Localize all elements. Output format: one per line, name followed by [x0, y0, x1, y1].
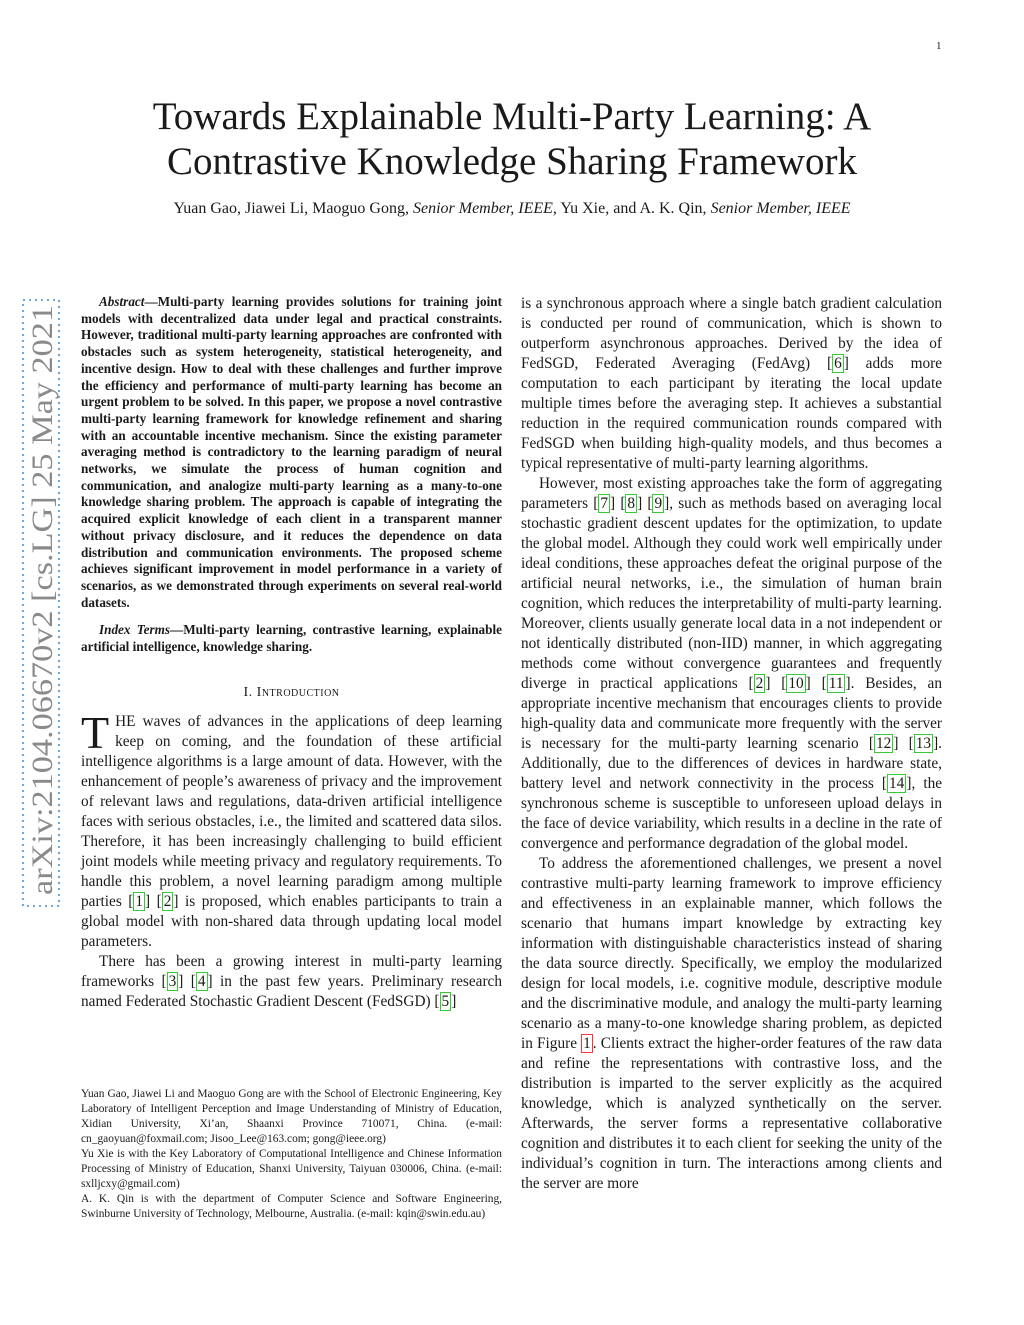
citation-link[interactable]: 7 [600, 495, 609, 512]
citation-link[interactable]: 12 [876, 735, 892, 752]
citation-link[interactable]: 1 [135, 892, 144, 910]
authors-role1: Senior Member, IEEE, [412, 200, 557, 217]
footnote-affiliation-3: A. K. Qin is with the department of Computer Science and Software Engineering, Swinburne University of Technology, Melbourne, Australia. (e-mail: kqin@swin.edu.au) [81, 1193, 502, 1220]
section-number: I. [243, 684, 257, 700]
authors-part1: Yuan Gao, Jiawei Li, Maoguo Gong, [173, 200, 413, 217]
figure-reference-link[interactable]: 1 [583, 1035, 591, 1052]
right-text-2b: , such as methods based on averaging local stochastic gradient descent updates for the optimization, to update the global model. Although they could work well empirically under ideal conditions, these approaches defeat the original purpose of the artificial neural networks, i.e., the simulation of human brain cognition, which reduces the interpretability of multi-party learning. Moreover, clients usually generate local data in a not independent or not identically distributed (non-IID) manner, in which aggregating methods come without convergence guarantees and frequently diverge in practical applications [521, 495, 943, 692]
intro-paragraph-2: There has been a growing interest in multi-party learning frameworks [ 3 ] [ 4 ] in the past few years. Preliminary research named Federated Stochastic Gradient Descent (FedSGD) [ 5 ] [81, 952, 502, 1010]
intro-text-1: waves of advances in the applications of deep learning keep on coming, and the foundation of these artificial intelligence algorithms is a large amount of data. However, with the enhancement of people’s awareness of privacy and the improvement of relevant laws and regulations, data-driven artificial intelligence faces with serious obstacles, i.e., the limited and scattered data silos. Therefore, it has been increasingly challenging to build efficient joint models while meeting privacy and regulatory requirements. To handle this problem, a novel learning paradigm among multiple parties [81, 712, 502, 910]
right-text-3b: . Clients extract the higher-order features of the raw data and refine the representations with contrastive loss, and the distribution is imparted to the server explicitly as the acquired knowledge, which is analyzed synthetically on the server. Afterwards, the server forms a representative collaborative cognition and distributes it to each client for seeking the unity of the individual’s cognition in turn. The interactions among clients and the server are more [521, 1035, 942, 1192]
right-paragraph-1: is a synchronous approach where a single batch gradient calculation is conducted per round of communication, which is shown to outperform asynchronous approaches. Derived by the idea of FedSGD, Federated Averaging (FedAvg) [ 6 ] adds more computation to each participant by iterating the local update multiple times before the averaging step. It achieves a substantial reduction in the required communication rounds compared with FedSGD when building high-quality models, and thus becomes a typical representative of multi-party learning algorithms. [521, 295, 942, 472]
right-text-2d: . Additionally, due to the differences of devices in hardware state, battery level and network connectivity in the process [521, 735, 942, 792]
index-terms-text: —Multi-party learning, contrastive learning, explainable artificial intelligence, knowledge sharing. [81, 622, 502, 655]
citation-link[interactable]: 10 [788, 675, 804, 692]
abstract-text: —Multi-party learning provides solutions for training joint models with decentralized data under legal and practical constraints. However, traditional multi-party learning approaches are confronted with obstacles such as system heterogeneity, statistical heterogeneity, and incentive design. How to deal with these challenges and further improve the efficiency and performance of multi-party learning has become an urgent problem to be solved. In this paper, we propose a novel contrastive multi-party learning framework for knowledge refinement and sharing with an accountable incentive mechanism. Since the existing parameter averaging method is contradictory to the learning paradigm of neural networks, we simulate the process of human cognition and communication, and analogize multi-party learning as a many-to-one knowledge sharing problem. The approach is capable of integrating the acquired explicit knowledge of each client in a transparent manner without privacy disclosure, and it reduces the dependence on data distribution and communication environments. The proposed scheme achieves significant improvement in model performance in a variety of scenarios, as we demonstrated through experiments on several real-world datasets. [81, 294, 502, 610]
citation-link[interactable]: 3 [168, 972, 177, 990]
authors-part2: Yu Xie, and A. K. Qin, [556, 200, 711, 217]
footnotes [81, 1087, 502, 1222]
footnote-affiliation-1: Yuan Gao, Jiawei Li and Maoguo Gong are with the School of Electronic Engineering, Key Laboratory of Intelligent Perception and Image Understanding of Ministry of Education, Xidian University, Xi’an, Shaanxi Province 710071, China. (e-mail: cn_gaoyuan@foxmail.com; Jisoo_Lee@163.com; gong@ieee.org) [81, 1088, 502, 1145]
right-paragraph-2: However, most existing approaches take the form of aggregating parameters [ 7 ] [ 8 ] [ 9 ], such as methods based on averaging local stochastic gradient descent updates for the optimization, to update the global model. Although they could work well empirically under ideal conditions, these approaches defeat the original purpose of the artificial neural networks, i.e., the simulation of human brain cognition, which reduces the interpretability of multi-party learning. Moreover, clients usually generate local data in a not independent or not identically distributed (non-IID) manner, in which aggregating methods come without convergence guarantees and frequently diverge in practical applications [ 2 ] [ 10 ] [ 11 ]. Besides, an appropriate incentive mechanism that encourages clients to provide high-quality data and communicate more frequently with the server is necessary for the multi-party learning scenario [ 12 ] [ 13 ]. Additionally, due to the differences of devices in hardware state, battery level and network connectivity in the process [ 14 ], the synchronous scheme is susceptible to unforeseen upload delays in the face of device variability, which results in a decline in the rate of convergence and performance degradation of the global model. [521, 475, 943, 852]
intro-text-1b: is proposed, which enables participants to train a global model with non-shared data through updating local model parameters. [81, 892, 502, 950]
arxiv-stamp-graphic [10, 298, 70, 908]
right-text-2c: . Besides, an appropriate incentive mechanism that encourages clients to provide high-quality data and communicate more frequently with the server is necessary for the multi-party learning scenario [521, 675, 942, 752]
arxiv-stamp[interactable] [10, 298, 70, 908]
left-column [81, 294, 502, 1012]
drop-cap: T [81, 706, 110, 758]
citation-link[interactable]: 8 [627, 495, 636, 512]
right-text-2e: , the synchronous scheme is susceptible to unforeseen upload delays in the face of device variability, which results in a decline in the rate of convergence and performance degradation of the global model. [521, 775, 943, 852]
right-text-1a: is a synchronous approach where a single batch gradient calculation is conducted per round of communication, which is shown to outperform asynchronous approaches. Derived by the idea of FedSGD, Federated Averaging (FedAvg) [521, 295, 942, 372]
intro-paragraph-1: THE waves of advances in the applications of deep learning keep on coming, and the foundation of these artificial intelligence algorithms is a large amount of data. However, with the enhancement of people’s awareness of privacy and the improvement of relevant laws and regulations, data-driven artificial intelligence faces with serious obstacles, i.e., the limited and scattered data silos. Therefore, it has been increasingly challenging to build efficient joint models while meeting privacy and regulatory requirements. To handle this problem, a novel learning paradigm among multiple parties [ 1 ] [ 2 ] is proposed, which enables participants to train a global model with non-shared data through updating local model parameters. [81, 706, 502, 950]
intro-text-2b: in the past few years. Preliminary research named Federated Stochastic Gradient Descent (FedSGD) [81, 972, 502, 1010]
index-terms-lead: Index Terms [99, 622, 170, 638]
citation-link[interactable]: 11 [828, 675, 844, 692]
authors-role2: Senior Member, IEEE [710, 200, 851, 217]
section-title-rest: ntroduction [261, 684, 340, 700]
page-number: 1 [936, 40, 942, 52]
intro-text-2a: There has been a growing interest in multi-party learning frameworks [81, 952, 502, 990]
right-text-1b: adds more computation to each participant by iterating the local update multiple times before the averaging step. It achieves a substantial reduction in the required communication rounds compared with FedSGD when building high-quality models, and thus becomes a typical representative of multi-party learning algorithms. [521, 355, 942, 472]
citation-link[interactable]: 5 [441, 992, 450, 1010]
section-title-first: I [256, 684, 262, 700]
intro-caps: HE [115, 712, 136, 730]
citation-link[interactable]: 13 [915, 735, 932, 752]
author-list [62, 199, 962, 219]
right-paragraph-3 [521, 854, 942, 1194]
citation-link[interactable]: 2 [163, 892, 172, 910]
citation-link[interactable]: 6 [834, 355, 842, 372]
section-heading-introduction [81, 685, 502, 701]
right-text-3a: To address the aforementioned challenges, we present a novel contrastive multi-party learning framework to improve efficiency and effectiveness in an explainable manner, which follows the scenario that humans impart knowledge by extracting key information with distinguishable characteristics instead of sharing the data source directly. Specifically, we employ the modularized design for local models, i.e. cognitive module, descriptive module and the discriminative module, and analogy the multi-party learning scenario as a many-to-one knowledge sharing problem, as depicted in Figure [521, 855, 942, 1052]
citation-link[interactable]: 2 [755, 675, 764, 692]
right-column [521, 294, 942, 1194]
citation-link[interactable]: 4 [197, 972, 206, 990]
index-terms [81, 622, 502, 655]
abstract-lead: Abstract [99, 294, 145, 309]
right-text-2a: However, most existing approaches take the form of aggregating parameters [521, 475, 942, 512]
citation-link[interactable]: 9 [654, 495, 663, 512]
citation-link[interactable]: 14 [889, 775, 905, 792]
abstract [81, 294, 502, 611]
arxiv-stamp-text: arXiv:2104.06670v2 [cs.LG] 25 May 2021 [27, 387, 59, 895]
paper-title: Towards Explainable Multi-Party Learning: A Contrastive Knowledge Sharing Framework [152, 95, 872, 183]
footnote-affiliation-2: Yu Xie is with the Key Laboratory of Computational Intelligence and Chinese Information Processing of Ministry of Education, Shanxi University, Taiyuan 030006, China. (e-mail: sxlljcxy@gmail.com) [81, 1148, 502, 1190]
